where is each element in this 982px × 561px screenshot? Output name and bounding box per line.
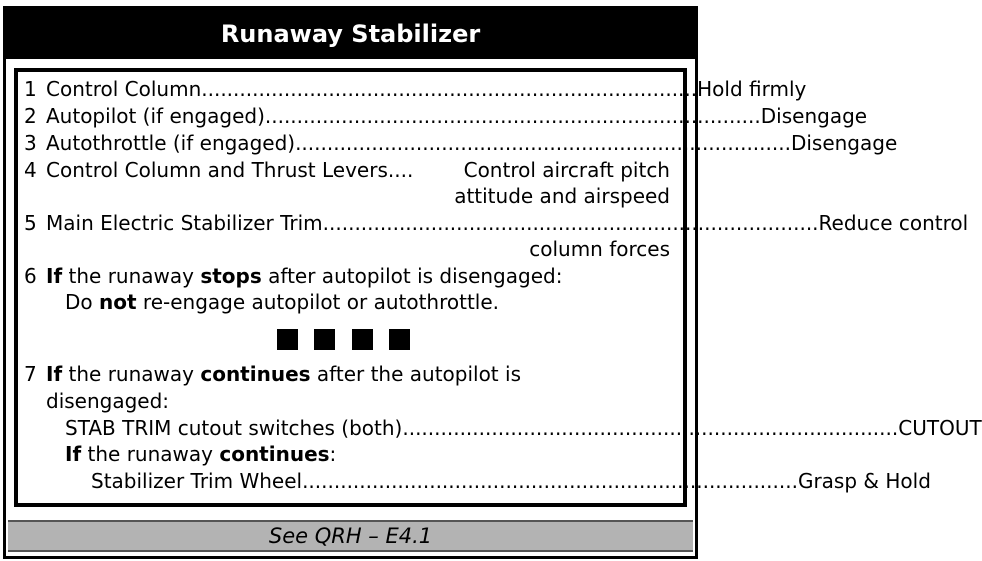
step-number: 2 (24, 104, 37, 128)
separator-square (389, 329, 410, 350)
emphasis-if: If (46, 264, 63, 288)
qrh-reference: See QRH – E4.1 (8, 520, 693, 552)
leader-dots: .............................................................................. (295, 131, 791, 155)
step-number: 3 (24, 131, 37, 155)
step-3 (24, 130, 898, 156)
step-item: Autopilot (if engaged) (46, 104, 265, 128)
step-item: Stabilizer Trim Wheel (91, 469, 303, 493)
step-5-action-continued: column forces (529, 237, 670, 261)
step-text: the runaway (62, 264, 201, 288)
step-number: 1 (24, 77, 37, 101)
step-action: CUTOUT (898, 416, 982, 440)
trim-wheel-item (91, 468, 931, 494)
step-text: after autopilot is disengaged: (261, 264, 563, 288)
step-action: Grasp & Hold (797, 469, 931, 493)
step-6-instruction (65, 289, 499, 315)
leader-dots: .............................................................................. (264, 104, 761, 128)
emphasis-if: If (65, 442, 82, 466)
step-number: 7 (24, 362, 37, 386)
step-action: Disengage (760, 104, 868, 128)
step-action: Control aircraft pitch (463, 158, 670, 182)
step-number: 4 (24, 158, 37, 182)
step-text: after the autopilot is (310, 362, 521, 386)
step-item: Main Electric Stabilizer Trim (46, 211, 323, 235)
step-item: Control Column (46, 77, 202, 101)
leader-dots: .............................................................................. (322, 211, 819, 235)
step-4 (24, 157, 670, 183)
step-4-action-continued: attitude and airspeed (454, 184, 670, 208)
step-7-text-continued: disengaged: (46, 389, 170, 413)
emphasis-continues: continues (200, 362, 311, 386)
step-action: Hold firmly (697, 77, 807, 101)
emphasis-stops: stops (200, 264, 262, 288)
checklist-title: Runaway Stabilizer (6, 9, 695, 59)
leader-dots: .............................................................................. (402, 416, 899, 440)
leader-dots: .............................................................................. (201, 77, 698, 101)
step-action: Reduce control (818, 211, 969, 235)
separator-square (352, 329, 373, 350)
step-item: STAB TRIM cutout switches (both) (65, 416, 403, 440)
emphasis-if: If (46, 362, 63, 386)
condition-text: the runaway (81, 442, 220, 466)
step-2 (24, 103, 868, 129)
emphasis-not: not (99, 290, 137, 314)
emphasis-continues: continues (219, 442, 330, 466)
separator-square (277, 329, 298, 350)
step-6 (24, 263, 562, 289)
separator-square (314, 329, 335, 350)
instruction-text: re-engage autopilot or autothrottle. (136, 290, 500, 314)
step-7 (24, 361, 521, 387)
step-1 (24, 76, 807, 102)
step-action: Disengage (790, 131, 898, 155)
condition-text: : (329, 442, 337, 466)
step-number: 5 (24, 211, 37, 235)
instruction-text: Do (65, 290, 99, 314)
stab-trim-cutout-item (65, 415, 982, 441)
step-text: the runaway (62, 362, 201, 386)
step-7-condition (65, 441, 336, 467)
leader-dots: .............................................................................. (302, 469, 798, 493)
step-number: 6 (24, 264, 37, 288)
step-5 (24, 210, 969, 236)
leader-dots: .... (387, 158, 414, 182)
step-item: Autothrottle (if engaged) (46, 131, 296, 155)
step-item: Control Column and Thrust Levers (46, 158, 388, 182)
